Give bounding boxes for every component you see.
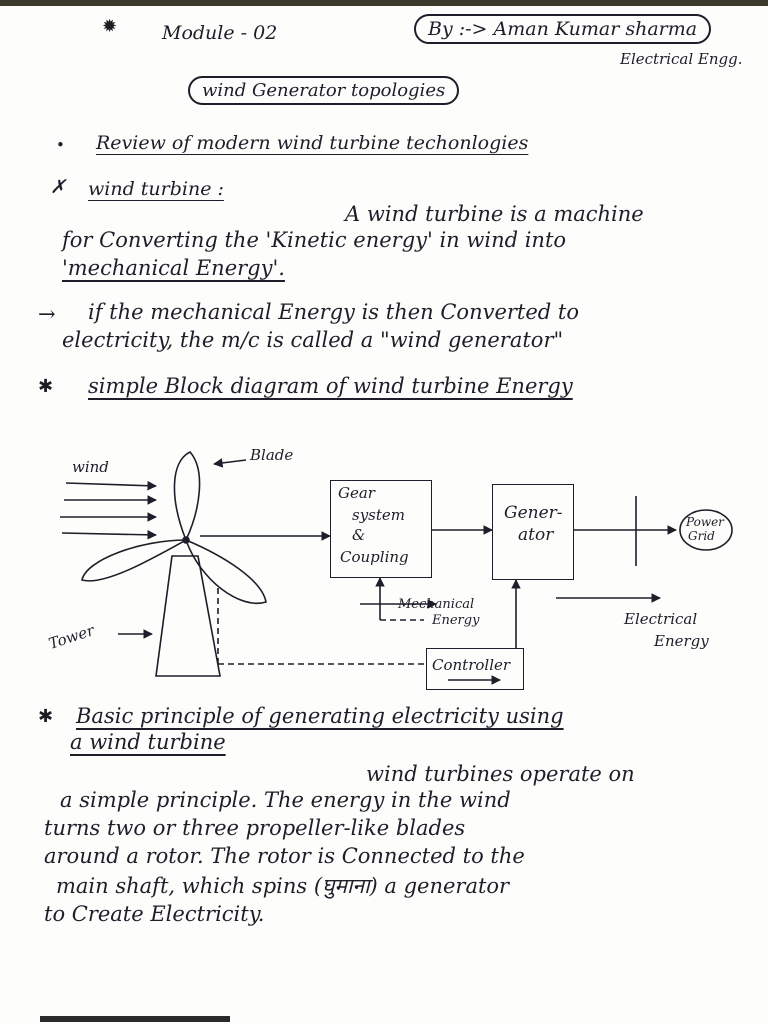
topic-title: wind Generator topologies — [188, 76, 459, 105]
principle-body-2: a simple principle. The energy in the wind — [60, 788, 511, 812]
author-box: By :-> Aman Kumar sharma — [414, 14, 711, 44]
asterisk-bullet-2: ✱ — [38, 706, 54, 727]
wind-label: wind — [72, 458, 109, 476]
principle-body-1: wind turbines operate on — [366, 762, 635, 786]
generator-note-line-1: if the mechanical Energy is then Converted to — [88, 300, 579, 324]
module-label: Module - 02 — [162, 22, 278, 44]
principle-body-6: to Create Electricity. — [44, 902, 265, 926]
gear-label-4: Coupling — [340, 548, 409, 566]
wind-turbine-heading: wind turbine : — [88, 178, 224, 200]
power-grid-label-2: Grid — [688, 529, 715, 543]
controller-label: Controller — [432, 656, 511, 674]
wind-arrow — [62, 533, 156, 535]
review-heading: Review of modern wind turbine techonlogies — [96, 132, 529, 154]
cross-bullet: ✗ — [50, 176, 66, 198]
generator-note-line-2: electricity, the m/c is called a "wind generator" — [62, 328, 564, 352]
block-diagram-heading: simple Block diagram of wind turbine Energy — [88, 374, 573, 398]
asterisk-bullet: ✱ — [38, 376, 54, 397]
electrical-energy-label-2: Energy — [654, 632, 709, 650]
definition-line-2: for Converting the 'Kinetic energy' in wind into — [62, 228, 567, 252]
tower-label: Tower — [46, 621, 97, 653]
bullet-dot: • — [56, 136, 65, 154]
definition-line-3: 'mechanical Energy'. — [62, 256, 285, 280]
principle-heading-1: Basic principle of generating electricity using — [76, 704, 564, 728]
blade-top — [174, 452, 199, 540]
page-bottom-edge — [40, 1016, 230, 1022]
tower-shape — [156, 556, 220, 676]
generator-label-2: ator — [518, 525, 554, 545]
blade-left — [82, 540, 186, 581]
definition-line-1: A wind turbine is a machine — [345, 202, 644, 226]
gear-label-2: system — [352, 506, 405, 524]
arrow-bullet: → — [38, 302, 56, 326]
gear-label-1: Gear — [338, 484, 375, 502]
mechanical-energy-label-2: Energy — [432, 613, 480, 628]
author-dept: Electrical Engg. — [620, 50, 743, 68]
flower-doodle-icon: ✹ — [102, 16, 118, 37]
blade-right — [186, 540, 266, 603]
blade-label: Blade — [250, 446, 294, 464]
principle-body-5: main shaft, which spins (घुमाना) a generator — [56, 874, 510, 898]
principle-body-3: turns two or three propeller-like blades — [44, 816, 466, 840]
mechanical-energy-label-1: Mechanical — [398, 597, 475, 612]
generator-label-1: Gener- — [504, 503, 563, 523]
power-grid-label-1: Power — [686, 515, 724, 529]
principle-body-4: around a rotor. The rotor is Connected to the — [44, 844, 525, 868]
principle-heading-2: a wind turbine — [70, 730, 226, 754]
electrical-energy-label-1: Electrical — [624, 610, 698, 628]
gear-label-3: & — [352, 526, 366, 544]
wind-arrow — [66, 483, 156, 486]
